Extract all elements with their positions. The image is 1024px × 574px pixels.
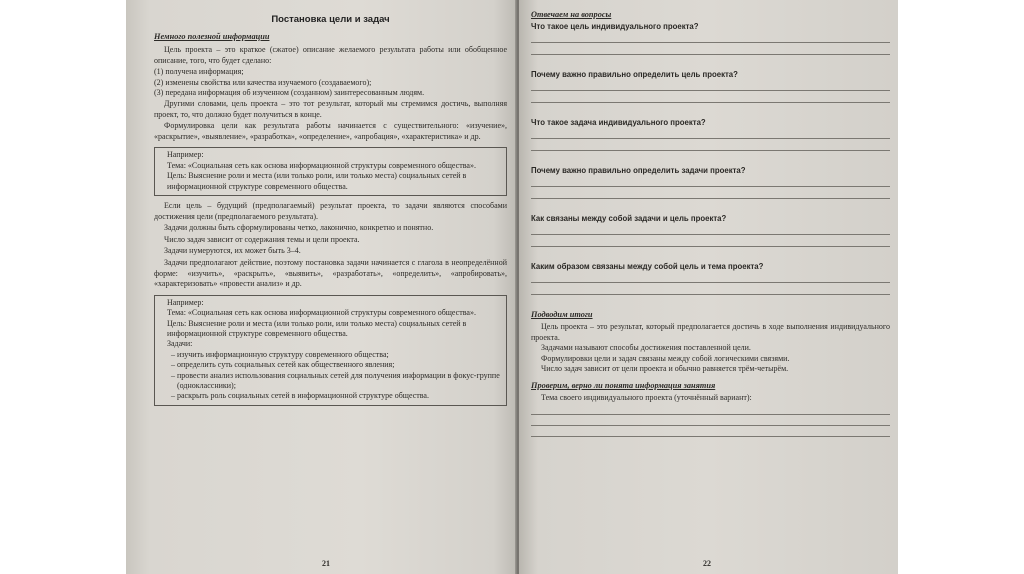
page-title: Постановка цели и задач — [271, 14, 390, 25]
question: Как связаны между собой задачи и цель проекта? — [531, 214, 727, 223]
answer-line[interactable] — [531, 150, 890, 151]
answer-line[interactable] — [531, 54, 890, 55]
answer-line[interactable] — [531, 234, 890, 235]
answer-line[interactable] — [531, 138, 890, 139]
right-page — [519, 0, 898, 574]
check-prompt: Тема своего индивидуального проекта (уточнённый вариант): — [541, 392, 752, 402]
example-tasks-label: Задачи: — [167, 339, 193, 349]
task-item: – раскрыть роль социальных сетей в информационной структуре общества. — [171, 391, 429, 401]
answer-line[interactable] — [531, 42, 890, 43]
intro-paragraph: Цель проекта – это краткое (сжатое) описание желаемого результата работы или обобщенное описание, того, что будет сделано: — [154, 45, 507, 65]
answer-line[interactable] — [531, 102, 890, 103]
paragraph: Задачи должны быть сформулированы четко, лаконично, конкретно и понятно. — [164, 223, 434, 233]
example-label: Например: — [167, 150, 204, 160]
answer-line[interactable] — [531, 294, 890, 295]
question-block — [531, 262, 890, 295]
example-topic: Тема: «Социальная сеть как основа информационной структуры современного общества». — [167, 308, 476, 318]
question: Что такое цель индивидуального проекта? — [531, 22, 699, 31]
list-item: (2) изменены свойства или качества изучаемого (создаваемого); — [154, 77, 372, 87]
question: Почему важно правильно определить цель проекта? — [531, 70, 738, 79]
answer-line[interactable] — [531, 425, 890, 426]
task-item: – провести анализ использования социальных сетей для получения информации в фокус-группе (одноклассники); — [171, 370, 500, 390]
paragraph: Задачи нумеруются, их может быть 3–4. — [164, 246, 301, 256]
paragraph: Число задач зависит от содержания темы и цели проекта. — [164, 234, 360, 244]
task-item: – определить суть социальных сетей как общественного явления; — [171, 360, 395, 370]
example-box — [154, 147, 507, 196]
question: Почему важно правильно определить задачи проекта? — [531, 166, 746, 175]
left-page — [126, 0, 517, 574]
paragraph: Другими словами, цель проекта – это тот результат, который мы стремимся достичь, выполняя проект, то, что должно будет получиться в конце. — [154, 98, 507, 119]
question-block — [531, 70, 890, 103]
summary-paragraph: Цель проекта – это результат, который предполагается достичь в ходе выполнения индивидуального проекта. — [531, 322, 890, 342]
example-box — [154, 295, 507, 406]
list-item: (3) передана информация об изученном (созданном) заинтересованным людям. — [154, 88, 425, 98]
section-subhead: Немного полезной информации — [154, 32, 270, 41]
questions-subhead: Отвечаем на вопросы — [531, 10, 612, 19]
paragraph: Формулировка цели как результата работы начинается с существительного: «изучение», «раскрытие», «выявление», «разработка», «определение», «апробация», «характеристика» и др. — [154, 121, 507, 141]
paragraph: Задачи предполагают действие, поэтому постановка задачи начинается с глагола в неопределённой форме: «изучить», «раскрыть», «выявить», «разработать», «определить», «апробировать», «характеризовать» «провести анализ» и др. — [154, 257, 507, 289]
question-block — [531, 214, 890, 247]
example-goal: Цель: Выяснение роли и места (или только роли, или только места) социальных сетей в информационной структуре современного общества. — [167, 318, 467, 338]
question-block — [531, 166, 890, 199]
example-goal: Цель: Выяснение роли и места (или только роли, или только места) социальных сетей в информационной структуре современного общества. — [167, 171, 467, 191]
list-item: (1) получена информация; — [154, 67, 244, 77]
summary-paragraph: Задачами называют способы достижения поставленной цели. — [541, 343, 751, 353]
question-block — [531, 118, 890, 151]
answer-line[interactable] — [531, 186, 890, 187]
paragraph: Если цель – будущий (предполагаемый) результат проекта, то задачи являются способами достижения цели (предполагаемого результата). — [154, 200, 507, 221]
answer-line[interactable] — [531, 436, 890, 437]
summary-paragraph: Формулировки цели и задач связаны между собой логическими связями. — [541, 353, 790, 363]
question: Что такое задача индивидуального проекта? — [531, 118, 706, 127]
example-topic: Тема: «Социальная сеть как основа информационной структуры современного общества». — [167, 160, 476, 170]
page-number: 21 — [322, 559, 330, 568]
answer-line[interactable] — [531, 90, 890, 91]
question: Каким образом связаны между собой цель и тема проекта? — [531, 262, 764, 271]
answer-line[interactable] — [531, 414, 890, 415]
answer-lines — [531, 414, 890, 437]
check-subhead: Проверим, верно ли понята информация занятия — [531, 380, 716, 390]
example-label: Например: — [167, 297, 204, 307]
answer-line[interactable] — [531, 246, 890, 247]
answer-line[interactable] — [531, 198, 890, 199]
summary-subhead: Подводим итоги — [531, 310, 593, 319]
question-block — [531, 22, 890, 55]
page-number: 22 — [703, 559, 711, 568]
answer-line[interactable] — [531, 282, 890, 283]
task-item: – изучить информационную структуру современного общества; — [171, 349, 389, 359]
summary-paragraph: Число задач зависит от цели проекта и обычно равняется трём-четырём. — [541, 364, 789, 374]
